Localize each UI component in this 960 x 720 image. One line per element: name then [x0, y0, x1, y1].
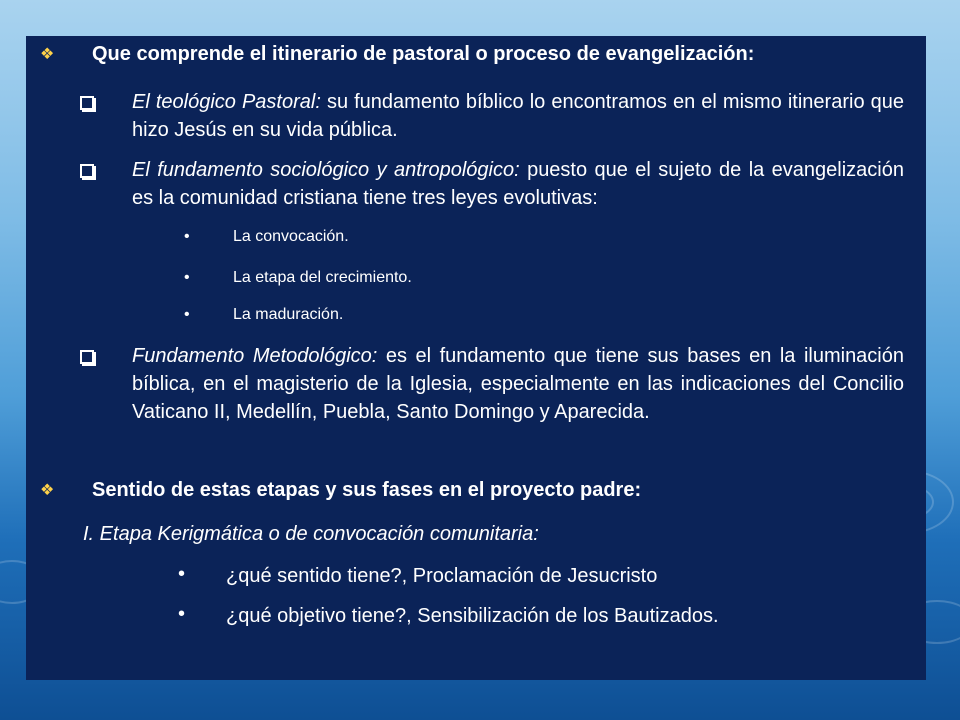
bullet-dot-icon: • [184, 269, 190, 286]
item-methodological [132, 342, 904, 426]
item-label: El teológico Pastoral: [132, 91, 321, 113]
item-text: es el fundamento que tiene sus bases en la iluminación bíblica, en el magisterio de la Iglesia, especialmente en las indicaciones del Concilio Vaticano II, Medellín, Puebla, Santo Domingo y Aparecida. [132, 345, 904, 423]
item-label: Fundamento Metodológico: [132, 345, 378, 367]
item-text: puesto que el sujeto de la evangelización es la comunidad cristiana tiene tres leyes evolutivas: [132, 159, 904, 209]
item-theological [132, 88, 904, 144]
question-item: ¿qué objetivo tiene?, Sensibilización de los Bautizados. [226, 605, 719, 627]
square-bullet-icon [80, 96, 94, 110]
bullet-dot-icon: • [184, 228, 190, 245]
heading-itinerary: Que comprende el itinerario de pastoral o proceso de evangelización: [92, 43, 755, 65]
item-text: su fundamento bíblico lo encontramos en el mismo itinerario que hizo Jesús en su vida pública. [132, 91, 904, 141]
law-item: La convocación. [233, 228, 349, 245]
item-sociological [132, 156, 904, 212]
square-bullet-icon [80, 350, 94, 364]
stage-title: I. Etapa Kerigmática o de convocación comunitaria: [83, 523, 539, 545]
square-bullet-icon [80, 164, 94, 178]
law-item: La maduración. [233, 306, 344, 323]
item-label: El fundamento sociológico y antropológico: [132, 159, 520, 181]
diamond-bullet-icon: ❖ [40, 482, 55, 499]
bullet-dot-icon: • [184, 306, 190, 323]
content-panel [26, 36, 926, 680]
bullet-dot-icon: • [178, 603, 186, 625]
diamond-bullet-icon: ❖ [40, 46, 55, 63]
question-item: ¿qué sentido tiene?, Proclamación de Jesucristo [226, 565, 658, 587]
law-item: La etapa del crecimiento. [233, 269, 412, 286]
heading-stages: Sentido de estas etapas y sus fases en el proyecto padre: [92, 479, 642, 501]
bullet-dot-icon: • [178, 563, 186, 585]
